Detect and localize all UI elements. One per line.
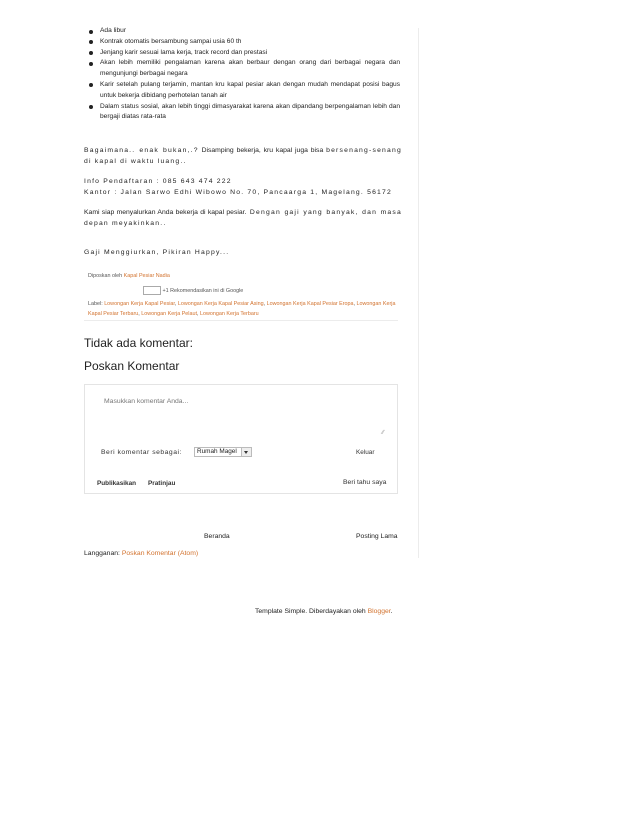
post-comment-heading: Poskan Komentar bbox=[84, 359, 180, 373]
atom-feed-link[interactable]: Poskan Komentar (Atom) bbox=[121, 550, 199, 557]
preview-button[interactable]: Pratinjau bbox=[148, 480, 176, 487]
no-comments-heading: Tidak ada komentar: bbox=[84, 336, 193, 350]
label-link[interactable]: Lowongan Kerja Kapal Pesiar Asing bbox=[177, 301, 264, 307]
sidebar-divider bbox=[418, 28, 419, 558]
subscribe-line: Langganan: Poskan Komentar (Atom) bbox=[84, 550, 199, 557]
post-labels: Label: Lowongan Kerja Kapal Pesiar, Lowongan Kerja Kapal Pesiar Asing, Lowongan Kerja Kapal Pesiar Eropa, Lowongan Kerja Kapal Pesiar Terbaru, Lowongan Kerja Pelaut, Lowongan Kerja Terbaru bbox=[88, 301, 396, 317]
publish-button[interactable]: Publikasikan bbox=[97, 480, 137, 487]
plusone-widget: +1 Rekomendasikan ini di Google bbox=[143, 286, 243, 295]
divider bbox=[84, 320, 398, 321]
sign-out-link[interactable]: Keluar bbox=[356, 449, 375, 456]
comment-as-label: Beri komentar sebagai: bbox=[101, 449, 182, 456]
label-link[interactable]: Lowongan Kerja Kapal Pesiar bbox=[104, 301, 175, 307]
post-paragraph-1: Bagaimana.. enak bukan,.? Disamping bekerja, kru kapal juga bisa bersenang-senang di kapal di waktu luang.. bbox=[84, 147, 402, 165]
post-tagline: Gaji Menggiurkan, Pikiran Happy... bbox=[84, 249, 230, 256]
label-link[interactable]: Lowongan Kerja Terbaru bbox=[200, 311, 259, 317]
resize-grip-icon[interactable]: ∕∕ bbox=[381, 430, 384, 436]
notify-me-label[interactable]: Beri tahu saya bbox=[343, 479, 387, 486]
plusone-button[interactable] bbox=[143, 286, 161, 295]
list-item: Karir setelah pulang terjamin, mantan kru kapal pesiar akan dengan mudah mendapat posisi bagus untuk bekerja dibidang perhotelan tanah air bbox=[84, 80, 400, 102]
author-link[interactable]: Kapal Pesiar Nadia bbox=[123, 273, 170, 279]
post-paragraph-3: Kami siap menyalurkan Anda bekerja di kapal pesiar. Dengan gaji yang banyak, dan masa depan meyakinkan.. bbox=[84, 209, 402, 227]
home-link[interactable]: Beranda bbox=[204, 533, 230, 540]
office-address: Kantor : Jalan Sarwo Edhi Wibowo No. 70, Pancaarga 1, Magelang. 56172 bbox=[84, 189, 392, 196]
comment-textarea[interactable]: Masukkan komentar Anda... ∕∕ bbox=[104, 398, 384, 436]
list-item: Dalam status sosial, akan lebih tinggi dimasyarakat karena akan dipandang berpengalaman lebih dan bergaji diatas rata-rata bbox=[84, 102, 400, 124]
blogger-link[interactable]: Blogger bbox=[367, 608, 391, 615]
list-item: Kontrak otomatis bersambung sampai usia 60 th bbox=[84, 37, 400, 48]
label-link[interactable]: Lowongan Kerja Kapal Pesiar Terbaru bbox=[88, 301, 396, 317]
label-link[interactable]: Lowongan Kerja Pelaut bbox=[141, 311, 197, 317]
chevron-down-icon bbox=[241, 448, 251, 456]
site-footer: Template Simple. Diberdayakan oleh Blogger. bbox=[255, 608, 393, 615]
list-item: Akan lebih memiliki pengalaman karena akan berbaur dengan orang dari berbagai negara dan mengunjungi berbagai negara bbox=[84, 58, 400, 80]
older-posts-link[interactable]: Posting Lama bbox=[356, 533, 398, 540]
registration-info: Info Pendaftaran : 085 643 474 222 bbox=[84, 178, 232, 185]
list-item: Jenjang karir sesuai lama kerja, track record dan prestasi bbox=[84, 48, 400, 59]
list-item: Ada libur bbox=[84, 26, 400, 37]
post-author-line: Diposkan oleh Kapal Pesiar Nadia bbox=[88, 273, 170, 279]
identity-select[interactable]: Rumah Magel bbox=[194, 447, 252, 457]
label-link[interactable]: Lowongan Kerja Kapal Pesiar Eropa bbox=[266, 301, 354, 307]
benefits-list bbox=[84, 26, 400, 123]
